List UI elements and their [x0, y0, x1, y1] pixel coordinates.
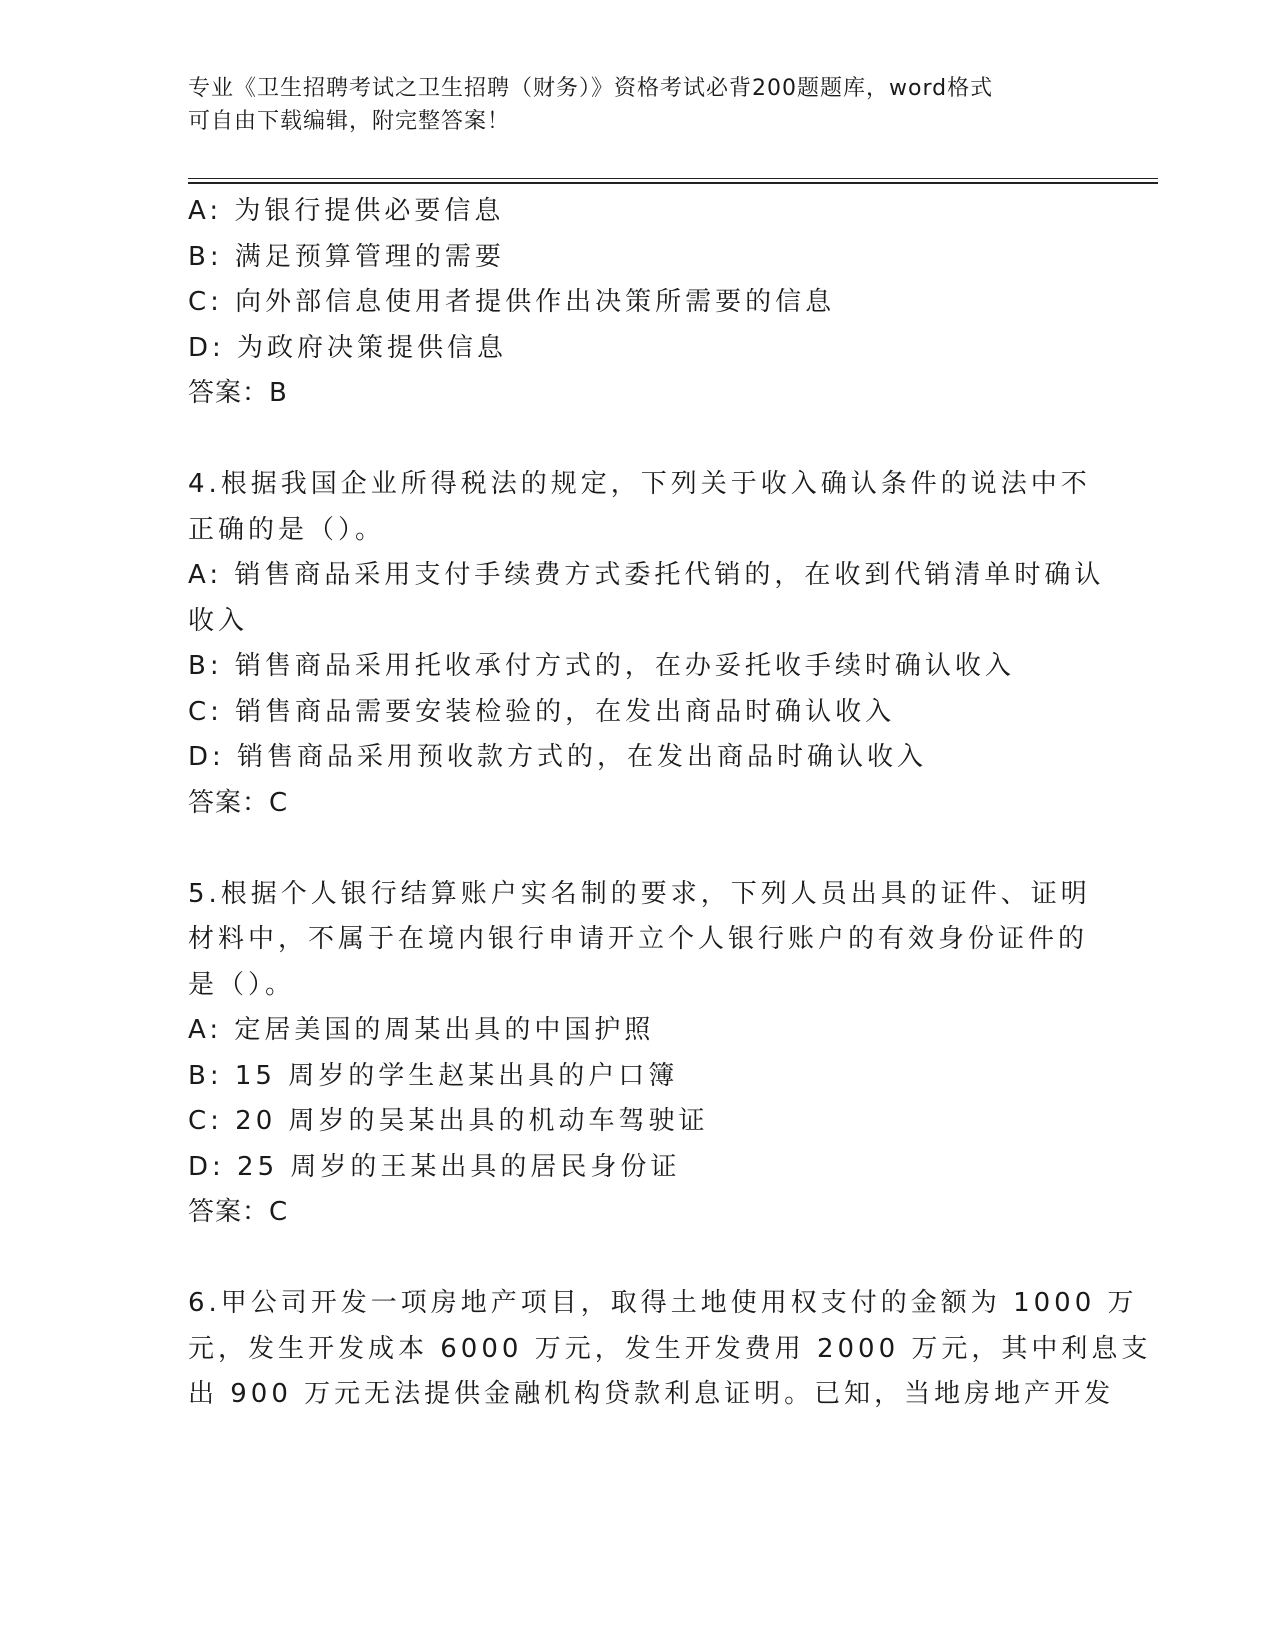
- question-stem-line: 出 900 万元无法提供金融机构贷款利息证明。已知，当地房地产开发: [188, 1379, 1115, 1409]
- option-b: B: 满足预算管理的需要: [188, 241, 505, 272]
- question-block-prev: [188, 189, 1088, 417]
- question-stem-line: 元，发生开发成本 6000 万元，发生开发费用 2000 万元，其中利息支: [188, 1333, 1152, 1364]
- question-5: [188, 872, 1091, 1236]
- option-c: C: 20 周岁的吴某出具的机动车驾驶证: [188, 1106, 709, 1136]
- option-d: D: 为政府决策提供信息: [188, 332, 508, 363]
- option-b: B: 销售商品采用托收承付方式的，在办妥托收手续时确认收入: [188, 651, 1015, 681]
- option-b: B: 15 周岁的学生赵某出具的户口簿: [188, 1060, 679, 1091]
- header-title-line-2: 可自由下载编辑，附完整答案！: [188, 109, 511, 134]
- option-d: D: 销售商品采用预收款方式的，在发出商品时确认收入: [188, 742, 928, 772]
- option-a: A: 定居美国的周某出具的中国护照: [188, 1015, 655, 1045]
- option-a: A: 为银行提供必要信息: [188, 196, 505, 226]
- option-a-continued: 收入: [188, 605, 249, 636]
- header-divider: [188, 178, 1158, 184]
- option-a: A: 销售商品采用支付手续费方式委托代销的，在收到代销清单时确认: [188, 560, 1105, 590]
- answer-line: 答案：C: [188, 1197, 289, 1227]
- answer-line: 答案：B: [188, 378, 288, 408]
- option-d: D: 25 周岁的王某出具的居民身份证: [188, 1151, 681, 1182]
- document-body: [188, 189, 1152, 1418]
- question-stem-line: 材料中，不属于在境内银行申请开立个人银行账户的有效身份证件的: [188, 924, 1089, 954]
- question-stem-line: 4.根据我国企业所得税法的规定，下列关于收入确认条件的说法中不: [188, 469, 1091, 499]
- document-header: [188, 72, 1078, 138]
- option-c: C: 销售商品需要安装检验的，在发出商品时确认收入: [188, 696, 896, 727]
- question-6: [188, 1281, 1152, 1418]
- question-stem-line: 5.根据个人银行结算账户实名制的要求，下列人员出具的证件、证明: [188, 878, 1091, 909]
- question-stem-line: 是（）。: [188, 969, 296, 1000]
- option-c: C: 向外部信息使用者提供作出决策所需要的信息: [188, 287, 836, 317]
- question-4: [188, 462, 1105, 826]
- header-title-line-1: 专业《卫生招聘考试之卫生招聘（财务）》资格考试必背200题题库，word格式: [188, 76, 994, 101]
- answer-line: 答案：C: [188, 787, 289, 818]
- question-stem-line: 6.甲公司开发一项房地产项目，取得土地使用权支付的金额为 1000 万: [188, 1288, 1138, 1318]
- question-stem-line: 正确的是（）。: [188, 514, 386, 545]
